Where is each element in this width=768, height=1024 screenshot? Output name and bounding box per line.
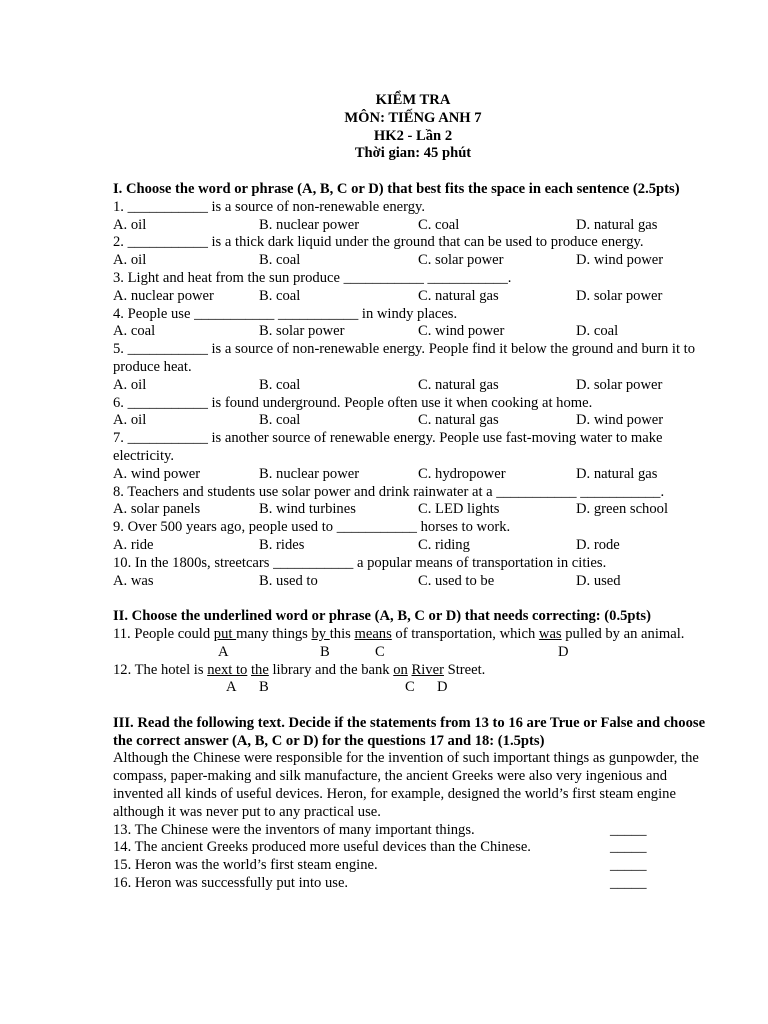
section1-heading: I. Choose the word or phrase (A, B, C or D) that best fits the space in each sentence (2.5pts) — [113, 180, 680, 197]
q11-text-3: this — [329, 625, 355, 642]
answer-option[interactable]: B. nuclear power — [259, 216, 360, 233]
answer-option[interactable]: B. coal — [259, 252, 301, 269]
answer-blank[interactable]: _____ — [610, 857, 647, 874]
question-12 — [113, 662, 713, 680]
question-stem: 8. Teachers and students use solar power and drink rainwater at a ___________ ___________. — [113, 483, 665, 500]
question-11 — [113, 626, 713, 644]
answer-blank[interactable]: _____ — [610, 839, 647, 856]
q12-underline-b: the — [250, 661, 269, 678]
reading-passage: Although the Chinese were responsible for the invention of such important things as gunpowder, the compass, paper-making and silk manufacture, the ancient Greeks were also very ingenious and invented all kinds of useful devices. Heron, for example, designed the world’s first steam engine although it was never put to any practical use. — [113, 750, 699, 820]
answer-option[interactable]: A. oil — [113, 216, 147, 233]
answer-option[interactable]: B. nuclear power — [259, 465, 360, 482]
q12-text-5: Street. — [443, 661, 486, 678]
answer-option[interactable]: C. riding — [418, 536, 470, 553]
statement-text: 14. The ancient Greeks produced more useful devices than the Chinese. — [113, 839, 531, 856]
q11-label-a: A — [218, 643, 229, 660]
answer-option[interactable]: D. coal — [576, 323, 619, 340]
answer-option[interactable]: A. coal — [113, 323, 156, 340]
true-false-statement — [113, 822, 713, 840]
section3-heading: III. Read the following text. Decide if the statements from 13 to 16 are True or False and choose the correct answer (A, B, C or D) for the questions 17 and 18: (1.5pts) — [113, 714, 706, 749]
q11-labels — [113, 644, 713, 662]
answer-option[interactable]: D. natural gas — [576, 216, 658, 233]
exam-page — [113, 92, 713, 893]
answer-option[interactable]: B. coal — [259, 376, 301, 393]
answer-option[interactable]: A. wind power — [113, 465, 201, 482]
statement-text: 13. The Chinese were the inventors of many important things. — [113, 821, 475, 838]
answer-option[interactable]: B. coal — [259, 287, 301, 304]
answer-option[interactable]: D. green school — [576, 501, 668, 518]
q12-label-b: B — [259, 679, 269, 696]
answer-option[interactable]: B. used to — [259, 572, 318, 589]
question-stem: 10. In the 1800s, streetcars ___________ a popular means of transportation in cities. — [113, 554, 607, 571]
answer-options — [113, 412, 713, 430]
q12-label-a: A — [226, 679, 237, 696]
answer-options — [113, 252, 713, 270]
q11-underline-c: means — [354, 625, 392, 642]
answer-option[interactable]: A. oil — [113, 412, 147, 429]
answer-options — [113, 501, 713, 519]
answer-option[interactable]: D. solar power — [576, 376, 663, 393]
q12-underline-c: on — [393, 661, 408, 678]
section2-heading: II. Choose the underlined word or phrase (A, B, C or D) that needs correcting: (0.5pts) — [113, 608, 651, 625]
question-stem: 3. Light and heat from the sun produce ___________ ___________. — [113, 269, 512, 286]
answer-option[interactable]: A. oil — [113, 252, 147, 269]
q11-text-5: pulled by an animal. — [561, 625, 685, 642]
answer-option[interactable]: C. natural gas — [418, 287, 499, 304]
q12-label-d: D — [437, 679, 448, 696]
answer-options — [113, 573, 713, 591]
q11-text-1: 11. People could — [113, 625, 214, 642]
answer-option[interactable]: B. rides — [259, 536, 305, 553]
q11-label-d: D — [558, 643, 569, 660]
answer-option[interactable]: D. natural gas — [576, 465, 658, 482]
answer-option[interactable]: C. LED lights — [418, 501, 500, 518]
answer-option[interactable]: D. used — [576, 572, 621, 589]
section3-statements — [113, 822, 713, 893]
q11-underline-d: was — [538, 625, 562, 642]
true-false-statement — [113, 875, 713, 893]
q11-text-2: many things — [236, 625, 312, 642]
answer-option[interactable]: C. natural gas — [418, 376, 499, 393]
q12-labels — [113, 679, 713, 697]
question-stem: 4. People use ___________ ___________ in windy places. — [113, 305, 458, 322]
statement-text: 15. Heron was the world’s first steam engine. — [113, 857, 378, 874]
answer-option[interactable]: C. hydropower — [418, 465, 506, 482]
question-stem: 1. ___________ is a source of non-renewable energy. — [113, 198, 426, 215]
answer-option[interactable]: D. wind power — [576, 252, 664, 269]
q12-label-c: C — [405, 679, 415, 696]
question-stem: 9. Over 500 years ago, people used to ___________ horses to work. — [113, 519, 511, 536]
q11-underline-b: by — [311, 625, 330, 642]
answer-options — [113, 537, 713, 555]
question-stem: 2. ___________ is a thick dark liquid under the ground that can be used to produce energy. — [113, 234, 644, 251]
answer-option[interactable]: C. solar power — [418, 252, 504, 269]
answer-option[interactable]: D. solar power — [576, 287, 663, 304]
answer-options — [113, 288, 713, 306]
section1-questions — [113, 199, 713, 591]
answer-blank[interactable]: _____ — [610, 875, 647, 892]
q11-text-4: of transportation, which — [391, 625, 539, 642]
answer-options — [113, 377, 713, 395]
answer-option[interactable]: A. oil — [113, 376, 147, 393]
answer-blank[interactable]: _____ — [610, 821, 647, 838]
answer-option[interactable]: C. wind power — [418, 323, 505, 340]
true-false-statement — [113, 839, 713, 857]
question-stem: 5. ___________ is a source of non-renewable energy. People find it below the ground and burn it to produce heat. — [113, 341, 695, 375]
answer-option[interactable]: C. used to be — [418, 572, 495, 589]
answer-options — [113, 217, 713, 235]
q11-label-c: C — [375, 643, 385, 660]
answer-option[interactable]: A. ride — [113, 536, 154, 553]
answer-option[interactable]: A. solar panels — [113, 501, 201, 518]
answer-option[interactable]: D. rode — [576, 536, 620, 553]
statement-text: 16. Heron was successfully put into use. — [113, 875, 349, 892]
q12-text-3: library and the bank — [268, 661, 394, 678]
exam-time: Thời gian: 45 phút — [354, 145, 472, 162]
answer-option[interactable]: B. solar power — [259, 323, 345, 340]
q12-text-1: 12. The hotel is — [113, 661, 208, 678]
true-false-statement — [113, 857, 713, 875]
q12-underline-d: River — [411, 661, 444, 678]
answer-options — [113, 323, 713, 341]
answer-option[interactable]: A. was — [113, 572, 154, 589]
q12-underline-a: next to — [207, 661, 248, 678]
question-stem: 6. ___________ is found underground. People often use it when cooking at home. — [113, 394, 593, 411]
answer-option[interactable]: A. nuclear power — [113, 287, 214, 304]
answer-option[interactable]: C. coal — [418, 216, 460, 233]
q11-label-b: B — [320, 643, 330, 660]
q11-underline-a: put — [213, 625, 237, 642]
exam-term: HK2 - Lần 2 — [373, 127, 453, 144]
exam-subject: MÔN: TIẾNG ANH 7 — [344, 109, 482, 126]
answer-option[interactable]: B. wind turbines — [259, 501, 356, 518]
exam-title: KIỂM TRA — [375, 92, 451, 108]
question-stem: 7. ___________ is another source of renewable energy. People use fast-moving water to make electricity. — [113, 430, 663, 464]
answer-option[interactable]: C. natural gas — [418, 412, 499, 429]
answer-option[interactable]: D. wind power — [576, 412, 664, 429]
answer-options — [113, 466, 713, 484]
answer-option[interactable]: B. coal — [259, 412, 301, 429]
